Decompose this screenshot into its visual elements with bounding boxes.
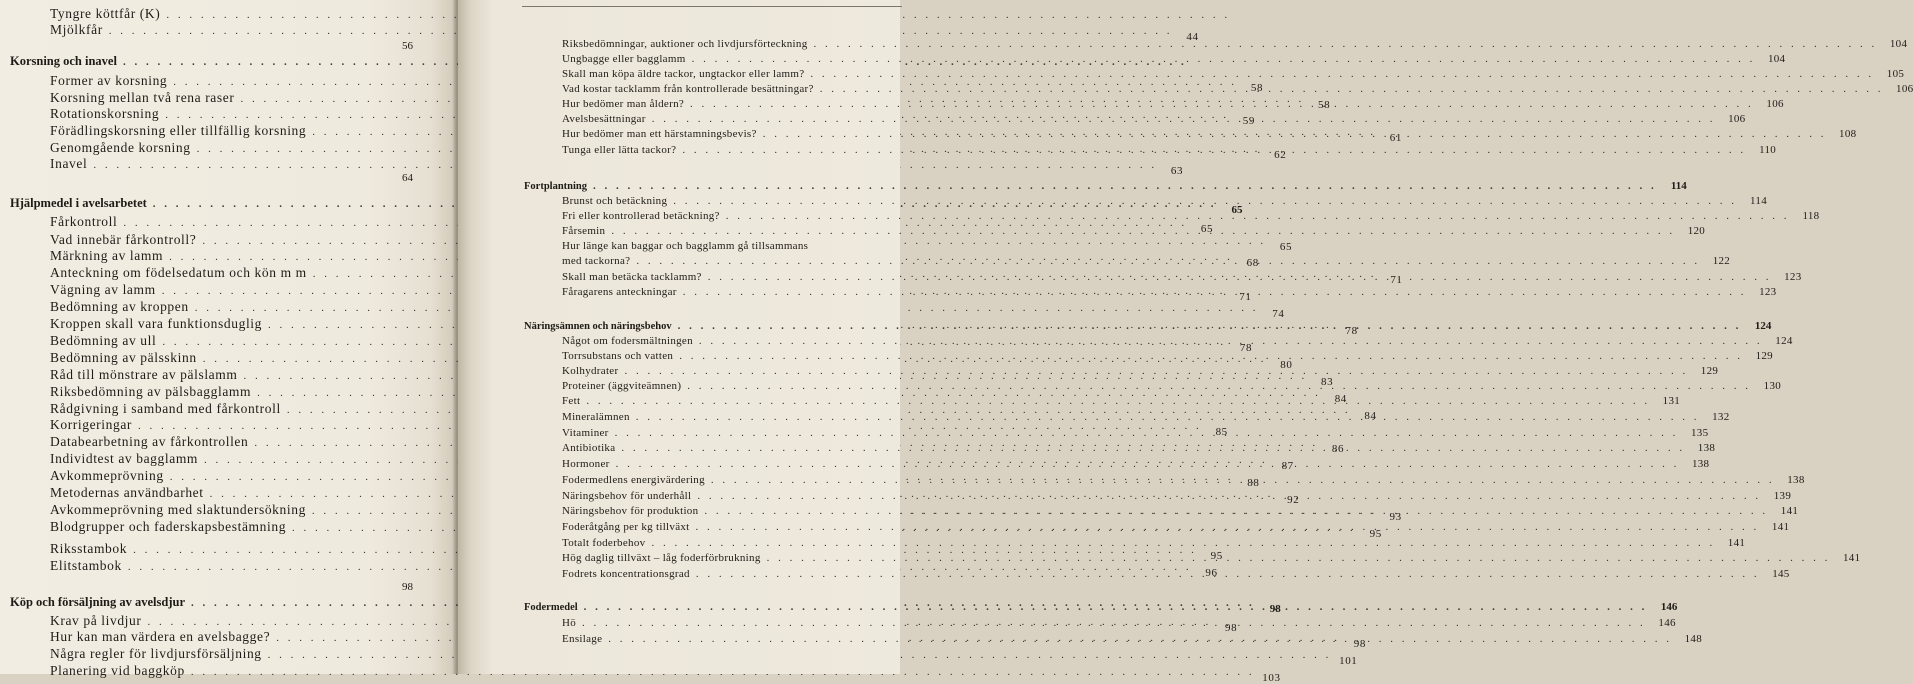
dot-leader (692, 53, 1756, 65)
dot-leader (682, 144, 1746, 156)
dot-leader (763, 128, 1827, 140)
toc-entry (562, 38, 1908, 50)
toc-entry (562, 240, 898, 252)
toc-entry-title: med tackorna? (562, 255, 631, 267)
toc-page-number: 103 (1262, 672, 1281, 684)
toc-page-number: 88 (1247, 477, 1260, 489)
toc-entry-title: Former av korsning (50, 73, 168, 88)
dot-leader (704, 505, 1768, 517)
toc-page-number: 95 (1210, 550, 1223, 562)
toc-page-number: 146 (1658, 617, 1676, 629)
toc-page-number: 78 (1345, 325, 1358, 337)
toc-entry-title: Hur bedömer man ett härstamningsbevis? (562, 128, 757, 140)
dot-leader (810, 68, 1874, 80)
toc-entry-title: Skall man betäcka tacklamm? (562, 271, 702, 283)
toc-page-number: 86 (1331, 443, 1345, 455)
toc-entry-title: Foderåtgång per kg tillväxt (562, 521, 690, 533)
dot-leader (767, 552, 1831, 564)
toc-page-number: 68 (1246, 257, 1259, 269)
page-number-98: 98 (402, 581, 413, 593)
toc-entry-title: Vad innebär fårkontroll? (50, 232, 197, 247)
toc-entry-title: Näringsbehov för produktion (562, 505, 699, 517)
toc-entry-title: Torrsubstans och vatten (562, 350, 674, 362)
dot-leader (678, 320, 1742, 332)
toc-page-number: 65 (1200, 223, 1214, 235)
dot-leader (584, 601, 1648, 613)
toc-entry-title: Elitstambok (50, 558, 122, 573)
toc-entry (562, 350, 1773, 362)
toc-entry-title: Ensilage (562, 633, 603, 645)
toc-entry-title: Databearbetning av fårkontrollen (50, 434, 249, 449)
toc-entry-title: Genomgående korsning (50, 140, 191, 155)
toc-page-number: 61 (1389, 132, 1402, 144)
toc-entry-title: Antibiotika (562, 442, 616, 454)
toc-entry-title: Fåragarens anteckningar (562, 286, 677, 298)
dot-leader (726, 210, 1790, 222)
toc-page-number: 129 (1700, 365, 1719, 377)
toc-page-number: 138 (1787, 474, 1805, 486)
toc-entry-title: Kroppen skall vara funktionsduglig (50, 316, 262, 331)
toc-entry (50, 646, 1358, 667)
toc-page-number: 96 (1205, 567, 1218, 579)
toc-page-number: 59 (1242, 115, 1255, 127)
dot-leader (615, 427, 1679, 439)
toc-page-number: 135 (1690, 427, 1709, 439)
toc-page-number: 104 (1767, 53, 1786, 65)
toc-entry-title: Rådgivning i samband med fårkontroll (50, 401, 281, 416)
dot-leader (696, 521, 1760, 533)
toc-entry (562, 68, 1905, 80)
toc-page-number: 114 (1750, 195, 1768, 207)
toc-entry-title: Fårkontroll (50, 214, 118, 229)
toc-page-number: 114 (1670, 180, 1687, 192)
toc-entry-title: Korsning och inavel (10, 54, 117, 68)
toc-page-number: 65 (1231, 204, 1243, 216)
toc-page-number: 101 (1339, 655, 1358, 667)
toc-page-number: 71 (1239, 291, 1252, 303)
toc-page-number: 105 (1886, 68, 1905, 80)
toc-entry-title: Riksbedömning av pälsbagglamm (50, 384, 252, 399)
toc-entry-title: Avkommeprövning (50, 468, 164, 483)
toc-page-number: 145 (1772, 568, 1790, 580)
toc-page-number: 62 (1274, 149, 1287, 161)
toc-entry (50, 663, 1281, 684)
toc-entry-title: Fodermedel (524, 602, 578, 613)
toc-page-number: 139 (1773, 490, 1792, 502)
dot-leader (582, 617, 1646, 629)
toc-entry-title: Avkommeprövning med slaktundersökning (50, 502, 306, 517)
toc-entry (562, 521, 1790, 533)
page-number-56: 56 (402, 40, 413, 52)
toc-page-number: 141 (1727, 537, 1746, 549)
toc-entry-title: Hjälpmedel i avelsarbetet (10, 196, 147, 210)
toc-page-number: 131 (1662, 395, 1681, 407)
toc-page-number: 124 (1754, 320, 1772, 332)
toc-entry-title: Ungbagge eller bagglamm (562, 53, 686, 65)
toc-page-number: 58 (1250, 82, 1264, 94)
toc-entry-title: Förädlingskorsning eller tillfällig korsning (50, 123, 307, 138)
toc-entry (562, 53, 1786, 65)
toc-page-number: 130 (1763, 380, 1782, 392)
toc-entry-title: Vad kostar tacklamm från kontrollerade besättningar? (562, 83, 814, 95)
toc-entry-title: Fårsemin (562, 225, 606, 237)
dot-leader (690, 98, 1754, 110)
dot-leader (814, 38, 1878, 50)
dot-leader (683, 286, 1747, 298)
toc-entry-title: Fortplantning (524, 181, 588, 192)
toc-page-number: 80 (1280, 359, 1293, 371)
dot-leader (608, 633, 1672, 645)
page-number-64: 64 (402, 172, 413, 184)
toc-page-number: 65 (1279, 241, 1293, 253)
toc-page-number: 92 (1287, 494, 1300, 506)
dot-leader (611, 225, 1675, 237)
toc-page-number: 98 (1269, 603, 1281, 615)
toc-page-number: 124 (1775, 335, 1793, 347)
toc-entry-title: Kolhydrater (562, 365, 619, 377)
toc-page-number: 58 (1317, 99, 1331, 111)
dot-leader (621, 442, 1685, 454)
toc-page-number: 87 (1281, 460, 1294, 472)
toc-entry-title: Korsning mellan två rena raser (50, 90, 235, 105)
dot-leader (687, 380, 1751, 392)
toc-entry-title: Bedömning av pälsskinn (50, 350, 197, 365)
toc-page-number: 148 (1684, 633, 1703, 645)
toc-entry-title: Något om fodersmältningen (562, 335, 693, 347)
toc-page-number: 106 (1896, 83, 1913, 95)
toc-entry-title: Hö (562, 617, 577, 629)
dot-leader (711, 474, 1775, 486)
toc-entry-title: Råd till mönstrare av pälslamm (50, 367, 238, 382)
toc-entry-title: Anteckning om födelsedatum och kön m m (50, 265, 307, 280)
toc-page-number: 110 (1759, 144, 1777, 156)
dot-leader (624, 365, 1688, 377)
toc-entry-title: Riksstambok (50, 541, 128, 556)
toc-page-number: 93 (1389, 511, 1402, 523)
toc-page-number: 71 (1390, 274, 1403, 286)
toc-entry-title: Krav på livdjur (50, 613, 142, 628)
toc-entry-title: Hur länge kan baggar och bagglamm gå tillsammans (562, 240, 809, 252)
toc-page-number: 106 (1728, 113, 1746, 125)
toc-entry-title: Korrigeringar (50, 417, 133, 432)
dot-leader (679, 350, 1743, 362)
toc-entry-title: Hur kan man värdera en avelsbagge? (50, 629, 271, 644)
toc-entry (562, 195, 1768, 207)
toc-entry-title: Bedömning av ull (50, 333, 157, 348)
toc-section-heading (10, 54, 412, 69)
toc-entry-title: Brunst och betäckning (562, 195, 668, 207)
toc-page-number: 78 (1239, 342, 1253, 354)
toc-page-number: 129 (1755, 350, 1773, 362)
toc-entry-title: Hög daglig tillväxt – låg foderförbrukning (562, 552, 761, 564)
toc-entry-title: Fodrets koncentrationsgrad (562, 568, 690, 580)
toc-entry-title: Hur bedömer man åldern? (562, 98, 685, 110)
toc-page-number: 138 (1697, 442, 1716, 454)
dot-leader (593, 180, 1657, 192)
toc-entry-title: Individtest av bagglamm (50, 451, 199, 466)
toc-entry (50, 299, 1285, 320)
toc-page-number: 84 (1334, 393, 1347, 405)
dot-leader (586, 395, 1650, 407)
toc-page-number: 123 (1759, 286, 1777, 298)
toc-page-number: 118 (1802, 210, 1820, 222)
toc-entry-title: Näringsbehov för underhåll (562, 490, 692, 502)
dot-leader (696, 568, 1760, 580)
dot-leader (708, 271, 1772, 283)
toc-entry (562, 537, 1746, 549)
top-rule (522, 6, 902, 7)
toc-entry-title: Fodermedlens energivärdering (562, 474, 705, 486)
toc-entry-title: Blodgrupper och faderskapsbestämning (50, 519, 287, 534)
toc-entry-title: Metodernas användbarhet (50, 485, 204, 500)
toc-entry-title: Riksbedömningar, auktioner och livdjursförteckning (562, 38, 808, 50)
toc-entry-title: Mineralämnen (562, 411, 630, 423)
toc-page-number: 141 (1780, 505, 1799, 517)
toc-entry (50, 156, 1184, 177)
toc-page-number: 104 (1889, 38, 1908, 50)
dot-leader (651, 537, 1715, 549)
toc-entry (50, 22, 1199, 43)
toc-entry-title: Fri eller kontrollerad betäckning? (562, 210, 720, 222)
dot-leader (699, 335, 1763, 347)
toc-entry-title: Några regler för livdjursförsäljning (50, 646, 262, 661)
toc-page-number: 123 (1784, 271, 1802, 283)
dot-leader (697, 490, 1761, 502)
toc-page-number: 74 (1272, 308, 1285, 320)
toc-entry-title: Proteiner (äggviteämnen) (562, 380, 682, 392)
toc-entry-title: Hormoner (562, 458, 610, 470)
toc-page-number: 141 (1843, 552, 1861, 564)
toc-entry-title: Näringsämnen och näringsbehov (524, 321, 672, 332)
toc-page-number: 44 (1186, 31, 1199, 43)
toc-entry-title: Mjölkfår (50, 22, 103, 37)
toc-entry (50, 6, 412, 22)
toc-page-number: 138 (1691, 458, 1710, 470)
toc-entry-title: Avelsbesättningar (562, 113, 646, 125)
toc-entry-title: Fett (562, 395, 581, 407)
toc-entry-title: Vägning av lamm (50, 282, 156, 297)
toc-page-number: 106 (1766, 98, 1784, 110)
toc-entry-title: Bedömning av kroppen (50, 299, 189, 314)
toc-page-number: 85 (1215, 426, 1228, 438)
toc-entry (562, 335, 1793, 347)
dot-leader (652, 113, 1716, 125)
toc-page-number: 83 (1321, 376, 1334, 388)
toc-page-number: 146 (1660, 601, 1678, 613)
toc-entry-title: Inavel (50, 156, 88, 171)
toc-entry-title: Vitaminer (562, 427, 609, 439)
toc-page-number: 63 (1170, 165, 1184, 177)
dot-leader (616, 458, 1680, 470)
toc-page-number: 141 (1771, 521, 1790, 533)
dot-leader (636, 411, 1700, 423)
toc-entry-title: Tunga eller lätta tackor? (562, 144, 677, 156)
toc-page-number: 84 (1364, 410, 1377, 422)
dot-leader (673, 195, 1737, 207)
toc-entry-title: Rotationskorsning (50, 106, 160, 121)
toc-entry-title: Skall man köpa äldre tackor, ungtackor eller lamm? (562, 68, 805, 80)
toc-page-number: 122 (1712, 255, 1731, 267)
toc-page-number: 132 (1712, 411, 1730, 423)
dot-leader (636, 255, 1700, 267)
toc-entry-title: Köp och försäljning av avelsdjur (10, 595, 186, 609)
toc-page-number: 95 (1369, 528, 1382, 540)
toc-page-number: 98 (1353, 638, 1366, 650)
dot-leader (820, 83, 1884, 95)
toc-entry-title: Märkning av lamm (50, 248, 164, 263)
toc-entry-title: Tyngre köttfår (K) (50, 6, 161, 21)
toc-page-number: 98 (1225, 622, 1238, 634)
toc-page-number: 108 (1839, 128, 1857, 140)
toc-page-number: 120 (1687, 225, 1706, 237)
toc-entry-title: Planering vid baggköp (50, 663, 185, 678)
toc-section-heading (524, 180, 1687, 192)
toc-entry-title: Totalt foderbehov (562, 537, 646, 549)
